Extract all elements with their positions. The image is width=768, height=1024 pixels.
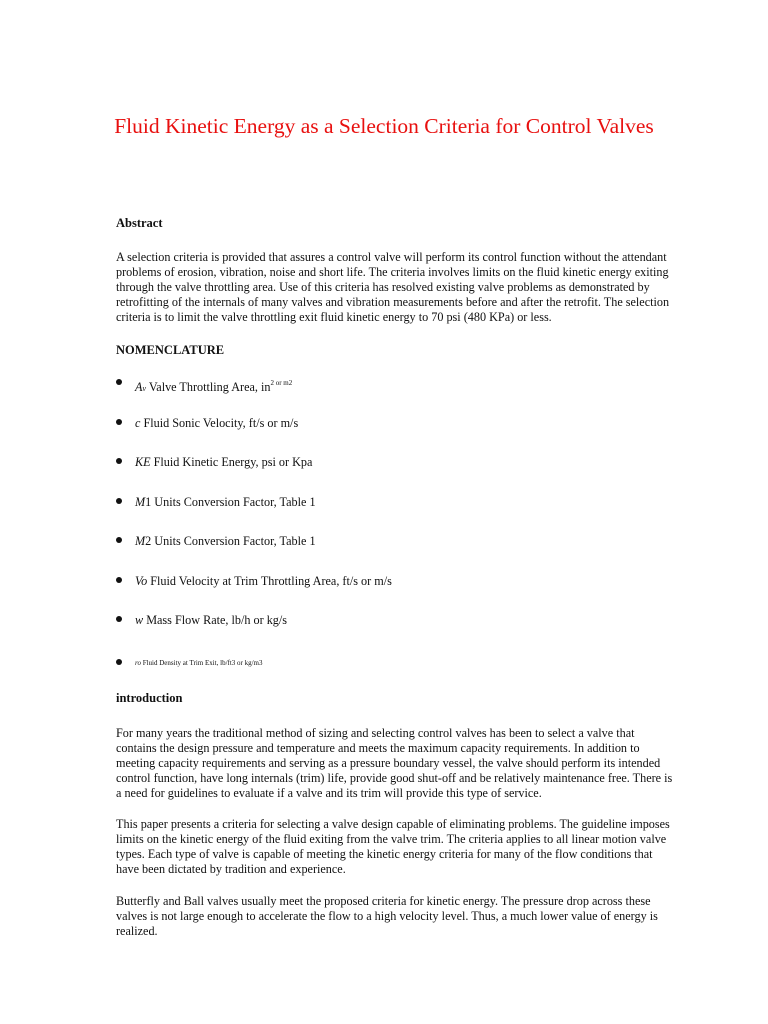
- nomenclature-description: Valve Throttling Area, in: [146, 380, 271, 394]
- nomenclature-item: [116, 416, 676, 456]
- nomenclature-description: 2 Units Conversion Factor, Table 1: [145, 534, 316, 548]
- nomenclature-list: [116, 376, 676, 692]
- bullet-icon: [116, 616, 122, 622]
- bullet-icon: [116, 379, 122, 385]
- document-title: Fluid Kinetic Energy as a Selection Criteria for Control Valves: [114, 114, 654, 138]
- nomenclature-item: [116, 376, 676, 416]
- nomenclature-description: Fluid Kinetic Energy, psi or Kpa: [150, 455, 313, 469]
- nomenclature-entry: [135, 495, 316, 510]
- bullet-icon: [116, 458, 122, 464]
- nomenclature-symbol: M: [135, 494, 146, 509]
- nomenclature-symbol: KE: [135, 455, 151, 469]
- nomenclature-symbol: M: [135, 534, 146, 548]
- abstract-paragraph: A selection criteria is provided that assures a control valve will perform its control function without the attendant problems of erosion, vibration, noise and short life. The criteria involves limits on the fluid kinetic energy exiting through the valve throttling area. Use of this criteria has resolved existing valve problems as demonstrated by retrofitting of the internals of many valves and vibration measurements before and after the retrofit. The selection criteria is to limit the valve throttling exit fluid kinetic energy to 70 psi (480 KPa) or less.: [116, 250, 670, 324]
- nomenclature-description: 1 Units Conversion Factor, Table 1: [145, 494, 316, 509]
- nomenclature-heading: NOMENCLATURE: [116, 343, 225, 357]
- nomenclature-entry: [135, 613, 287, 628]
- nomenclature-description: Fluid Sonic Velocity, ft/s or m/s: [140, 415, 299, 430]
- nomenclature-superscript: 2 or m2: [270, 379, 293, 387]
- nomenclature-symbol: A: [135, 380, 143, 394]
- nomenclature-entry: [135, 534, 316, 549]
- intro-paragraph-1: For many years the traditional method of sizing and selecting control valves has been to select a valve that contains the design pressure and temperature and meets the maximum capacity requirements. In addition to meeting capacity requirements and serving as a pressure boundary vessel, the valve should perform its intended control function, have long internals (trim) life, provide good shut-off and be relatively maintenance free. There is a need for guidelines to evaluate if a valve and its trim will provide this type of service.: [116, 726, 673, 800]
- bullet-icon: [116, 659, 122, 665]
- introduction-heading: introduction: [116, 691, 183, 705]
- nomenclature-item: [116, 455, 676, 495]
- nomenclature-item: [116, 653, 676, 693]
- bullet-icon: [116, 419, 122, 425]
- intro-paragraph-2: This paper presents a criteria for selecting a valve design capable of eliminating problems. The guideline imposes limits on the kinetic energy of the fluid exiting from the valve trim. The criteria applies to all linear motion valve types. Each type of valve is capable of meeting the kinetic energy criteria for many of the flow conditions that have been dictated by tradition and experience.: [116, 817, 670, 876]
- nomenclature-description: Mass Flow Rate, lb/h or kg/s: [143, 613, 288, 627]
- nomenclature-subscript: v: [142, 384, 147, 393]
- nomenclature-entry: [135, 574, 392, 589]
- nomenclature-symbol: ro: [135, 658, 141, 667]
- nomenclature-item: [116, 613, 676, 653]
- nomenclature-symbol: Vo: [135, 573, 148, 588]
- nomenclature-item: [116, 574, 676, 614]
- abstract-heading: Abstract: [116, 216, 163, 230]
- nomenclature-entry: [135, 416, 298, 431]
- nomenclature-description: Fluid Density at Trim Exit, lb/ft3 or kg/m3: [140, 658, 263, 667]
- nomenclature-entry: [135, 455, 312, 470]
- bullet-icon: [116, 537, 122, 543]
- nomenclature-item: [116, 534, 676, 574]
- nomenclature-item: [116, 495, 676, 535]
- nomenclature-entry: [135, 376, 292, 396]
- nomenclature-description: Fluid Velocity at Trim Throttling Area, ft/s or m/s: [147, 573, 392, 588]
- bullet-icon: [116, 577, 122, 583]
- nomenclature-symbol: w: [135, 613, 144, 627]
- bullet-icon: [116, 498, 122, 504]
- intro-paragraph-3: Butterfly and Ball valves usually meet the proposed criteria for kinetic energy. The pressure drop across these valves is not large enough to accelerate the flow to a high velocity level. Thus, a much lower value of energy is realized.: [116, 894, 658, 938]
- nomenclature-entry: [135, 656, 263, 671]
- nomenclature-symbol: c: [135, 415, 141, 430]
